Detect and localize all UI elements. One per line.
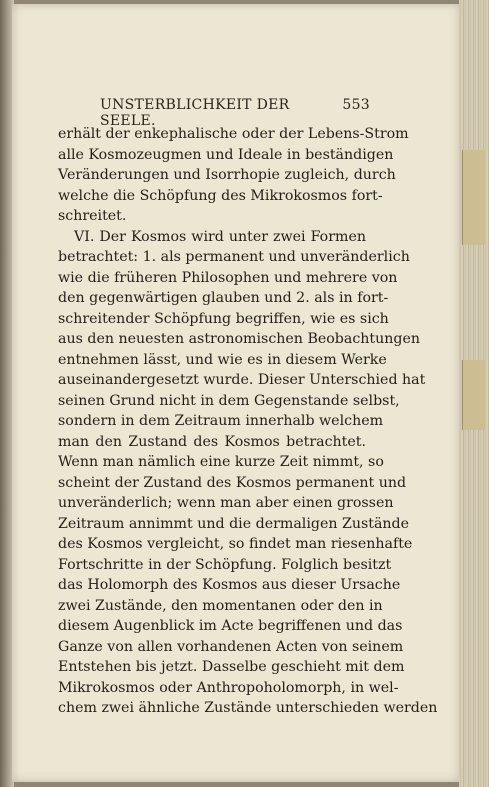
text-line: chem zwei ähnliche Zustände unterschieden werden <box>58 700 438 716</box>
text-line: des Kosmos vergleicht, so findet man riesenhafte <box>58 536 413 552</box>
page-tab <box>462 150 485 245</box>
book-page <box>12 4 464 782</box>
text-line: seinen Grund nicht in dem Gegenstande selbst, <box>58 392 400 409</box>
text-line: auseinandergesetzt wurde. Dieser Unterschied hat <box>58 372 426 388</box>
text-line: welche die Schöpfung des Mikrokosmos fort- <box>58 187 383 204</box>
page-tab <box>462 360 485 430</box>
text-line: betrachtet: 1. als permanent und unveränderlich <box>58 249 410 265</box>
text-line: diesem Augenblick im Acte begriffenen und das <box>58 618 403 634</box>
text-line: VI. Der Kosmos wird unter zwei Formen <box>74 228 366 245</box>
page-number: 553 <box>342 97 370 113</box>
body-text <box>58 124 438 719</box>
text-line: alle Kosmozeugmen und Ideale in beständigen <box>58 146 394 163</box>
text-line: schreitet. <box>58 208 127 224</box>
text-line: Entstehen bis jetzt. Dasselbe geschieht mit dem <box>58 659 405 675</box>
text-line: wie die früheren Philosophen und mehrere von <box>58 269 398 286</box>
text-line: man den Zustand des Kosmos betrachtet. <box>58 433 366 450</box>
text-line: Mikrokosmos oder Anthropoholomorph, in wel- <box>58 679 399 696</box>
text-line: aus den neuesten astronomischen Beobachtungen <box>58 331 421 347</box>
text-line: sondern in dem Zeitraum innerhalb welchem <box>58 413 384 429</box>
text-line: Wenn man nämlich eine kurze Zeit nimmt, so <box>58 454 384 470</box>
text-line: entnehmen lässt, und wie es in diesem Werke <box>58 351 387 368</box>
text-line: erhält der enkephalische oder der Lebens-Strom <box>58 126 409 142</box>
text-line: Veränderungen und Isorrhopie zugleich, durch <box>58 167 396 183</box>
text-line: scheint der Zustand des Kosmos permanent und <box>58 474 407 491</box>
text-line: unveränderlich; wenn man aber einen grossen <box>58 495 394 511</box>
text-line: das Holomorph des Kosmos aus dieser Ursache <box>58 577 401 593</box>
running-title: UNSTERBLICHKEIT DER SEELE. <box>100 97 290 129</box>
text-line: Zeitraum annimmt und die dermaligen Zustände <box>58 515 410 532</box>
page-stack-edge <box>459 0 489 787</box>
text-line: zwei Zustände, den momentanen oder den in <box>58 597 383 614</box>
text-line: Fortschritte in der Schöpfung. Folglich besitzt <box>58 556 392 573</box>
text-line: den gegenwärtigen glauben und 2. als in fort- <box>58 290 389 306</box>
text-line: Ganze von allen vorhandenen Acten von seinem <box>58 638 404 655</box>
text-line: schreitender Schöpfung begriffen, wie es sich <box>58 310 389 327</box>
